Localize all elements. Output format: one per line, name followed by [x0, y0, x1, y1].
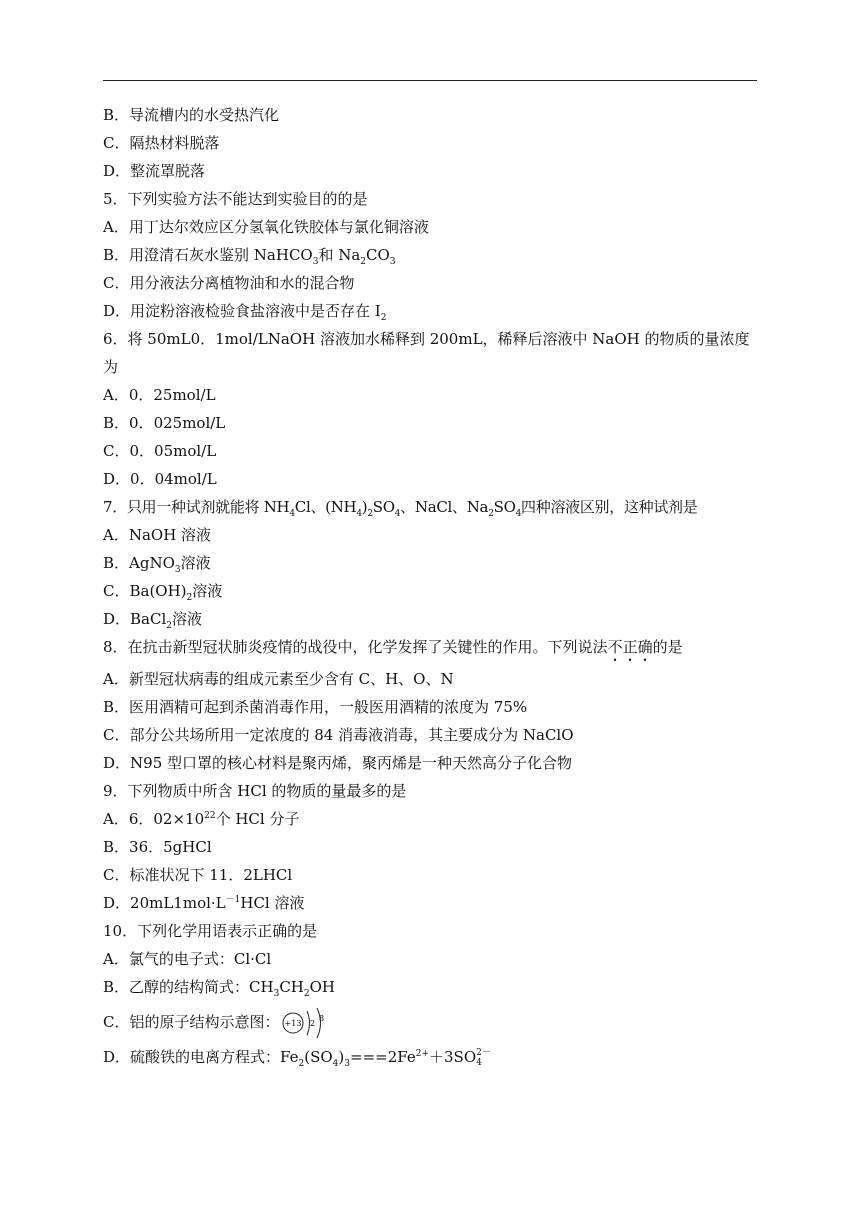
q6-option-a: A．0．25mol/L — [103, 386, 216, 404]
q6-stem: 6．将 50mL0．1mol/LNaOH 溶液加水稀释到 200mL，稀释后溶液中 NaOH 的物质的量浓度为 — [103, 330, 750, 376]
shell-1-electrons: 2 — [310, 1019, 316, 1028]
q5-option-b: B．用澄清石灰水鉴别 NaHCO$_3$和 $Na_2CO_3$ — [103, 246, 396, 267]
q8-option-a: A．新型冠状病毒的组成元素至少含有 C、H、O、N — [103, 670, 454, 688]
q4-option-b: B．导流槽内的水受热汽化 — [103, 106, 280, 124]
q8-stem: 8．在抗击新型冠状肺炎疫情的战役中，化学发挥了关键性的作用。下列说法不正确的是 — [103, 638, 683, 656]
q7-option-b: B．AgNO$_3$溶液 — [103, 554, 211, 575]
nucleus-charge: +13 — [285, 1019, 302, 1028]
q10-option-d: D．硫酸铁的电离方程式：$Fe_2(SO_4)_3===2Fe^{2+}+3SO$ 2－ 4 — [103, 1048, 491, 1069]
q8-option-d: D．N95 型口罩的核心材料是聚丙烯，聚丙烯是一种天然高分子化合物 — [103, 754, 573, 772]
q10-option-a: A．氯气的电子式：Cl·Cl — [103, 950, 272, 968]
atom-structure-diagram — [279, 1005, 339, 1041]
q5-option-c: C．用分液法分离植物油和水的混合物 — [103, 274, 355, 292]
q10-option-c: C．铝的原子结构示意图： +13 2 8 — [103, 1001, 763, 1043]
q10-option-b: B．乙醇的结构简式：$CH_3CH_2OH$ — [103, 978, 336, 999]
q9-option-a: A．6．$02\times 10^{22}$个 HCl 分子 — [103, 810, 300, 828]
q5-option-a: A．用丁达尔效应区分氢氧化铁胶体与氯化铜溶液 — [103, 218, 429, 236]
q6-option-d: D．0．04mol/L — [103, 470, 217, 488]
q9-stem: 9．下列物质中所含 HCl 的物质的量最多的是 — [103, 782, 407, 800]
q7-option-a: A．NaOH 溶液 — [103, 526, 212, 544]
q9-option-b: B．36．5gHCl — [103, 838, 212, 856]
q7-option-d: D．BaCl$_2$溶液 — [103, 610, 203, 631]
q6-option-c: C．0．05mol/L — [103, 442, 217, 460]
q6-option-b: B．0．025mol/L — [103, 414, 226, 432]
q9-option-d: D．$20mL1mol\cdot L^{-1}HCl$ 溶液 — [103, 894, 305, 912]
q4-option-d: D．整流罩脱落 — [103, 162, 206, 180]
q5-option-d: D．用淀粉溶液检验食盐溶液中是否存在 $I_2$ — [103, 302, 387, 323]
q8-option-b: B．医用酒精可起到杀菌消毒作用，一般医用酒精的浓度为 75% — [103, 698, 528, 716]
q7-stem: 7．只用一种试剂就能将 $NH_4Cl$、$(NH_4)_2SO_4$、NaCl、$Na_2SO_4$四种溶液区别，这种试剂是 — [103, 498, 698, 519]
q4-option-c: C．隔热材料脱落 — [103, 134, 220, 152]
header-rule — [103, 80, 757, 81]
question-content — [103, 101, 763, 1071]
emphasis-text: 不正确 — [607, 638, 653, 656]
q9-option-c: C．标准状况下 11．2LHCl — [103, 866, 293, 884]
q10-stem: 10．下列化学用语表示正确的是 — [103, 922, 318, 940]
q7-option-c: C．$Ba(OH)_2$溶液 — [103, 582, 223, 603]
shell-2-electrons: 8 — [319, 1014, 325, 1023]
q5-stem: 5．下列实验方法不能达到实验目的的是 — [103, 190, 368, 208]
q8-option-c: C．部分公共场所用一定浓度的 84 消毒液消毒，其主要成分为 NaClO — [103, 726, 574, 744]
